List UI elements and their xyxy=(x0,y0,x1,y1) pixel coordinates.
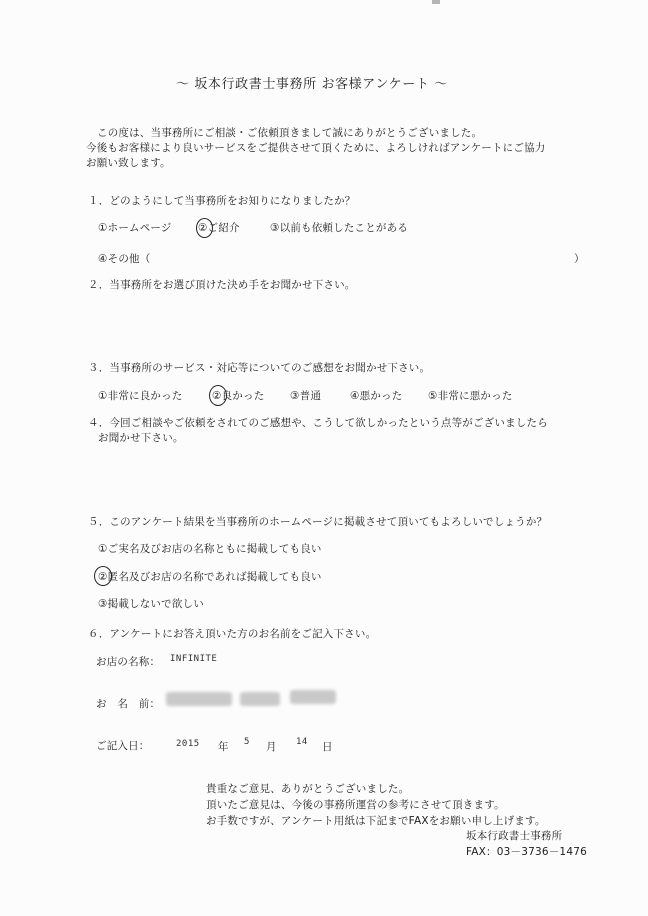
shop-name-value[interactable]: INFINITE xyxy=(170,654,218,664)
date-year-value[interactable]: 2015 xyxy=(176,739,200,749)
q1-selected-circle xyxy=(196,218,213,238)
date-day-unit: 日 xyxy=(322,741,333,753)
page-title: ～ 坂本行政書士事務所 お客様アンケート ～ xyxy=(176,77,448,92)
redacted-name-1 xyxy=(166,692,232,706)
office-name: 坂本行政書士事務所 xyxy=(466,830,563,842)
q5-selected-circle xyxy=(94,566,112,586)
date-year-unit: 年 xyxy=(218,741,229,753)
q5-option-no-publish[interactable]: ③掲載しないで欲しい xyxy=(98,598,204,610)
redacted-name-2 xyxy=(240,692,280,706)
q3-option-very-bad[interactable]: ⑤非常に悪かった xyxy=(428,390,513,402)
customer-name-label: お 名 前： xyxy=(96,698,161,710)
shop-name-label: お店の名称： xyxy=(96,656,161,668)
q3-option-average[interactable]: ③普通 xyxy=(290,390,322,402)
redacted-name-3 xyxy=(290,690,336,704)
closing-line-3: お手数ですが、アンケート用紙は下記までFAXをお願い申し上げます。 xyxy=(206,815,546,827)
q3-option-bad[interactable]: ④悪かった xyxy=(350,390,403,402)
q5-option-anonymous[interactable]: ②匿名及びお店の名称であれば掲載しても良い xyxy=(98,571,322,583)
date-label: ご記入日： xyxy=(96,740,150,752)
scan-artifact xyxy=(432,0,440,4)
q4-question-line-2: お聞かせ下さい。 xyxy=(98,432,184,444)
q5-question: ５．このアンケート結果を当事務所のホームページに掲載させて頂いてもよろしいでしょうか？ xyxy=(88,516,548,528)
q1-question: １．どのようにして当事務所をお知りになりましたか？ xyxy=(88,195,356,207)
q5-option-real-name[interactable]: ①ご実名及びお店の名称ともに掲載しても良い xyxy=(98,543,322,555)
date-month-unit: 月 xyxy=(266,741,277,753)
intro-line-3: お願い致します。 xyxy=(86,157,171,169)
date-day-value[interactable]: 14 xyxy=(296,737,308,747)
q1-option-homepage[interactable]: ①ホームページ xyxy=(98,222,172,234)
q1-other-close-paren: ） xyxy=(574,253,585,265)
intro-line-2: 今後もお客様により良いサービスをご提供させて頂くために、よろしければアンケートにご協力 xyxy=(86,142,546,154)
q2-question: ２．当事務所をお選び頂けた決め手をお聞かせ下さい。 xyxy=(88,279,356,291)
q3-option-very-good[interactable]: ①非常に良かった xyxy=(98,390,183,402)
closing-line-1: 貴重なご意見、ありがとうございました。 xyxy=(206,783,410,795)
date-month-value[interactable]: 5 xyxy=(244,737,250,747)
intro-line-1: この度は、当事務所にご相談・ご依頼頂きまして誠にありがとうございました。 xyxy=(97,127,483,139)
q1-option-referral[interactable]: ②ご紹介 xyxy=(198,222,240,234)
q3-selected-circle xyxy=(209,385,227,406)
closing-line-2: 頂いたご意見は、今後の事務所運営の参考にさせて頂きます。 xyxy=(206,799,505,811)
fax-number: FAX：03－3736－1476 xyxy=(466,846,587,858)
q4-question-line-1: ４．今回ご相談やご依頼をされてのご感想や、こうして欲しかったという点等がございましたら xyxy=(88,417,548,429)
q3-question: ３．当事務所のサービス・対応等についてのご感想をお聞かせ下さい。 xyxy=(88,362,431,374)
q3-option-good[interactable]: ②良かった xyxy=(212,390,265,402)
q1-option-previous[interactable]: ③以前も依頼したことがある xyxy=(270,222,409,234)
q6-question: ６．アンケートにお答え頂いた方のお名前をご記入下さい。 xyxy=(88,628,377,640)
q1-option-other[interactable]: ④その他（ xyxy=(98,253,151,265)
